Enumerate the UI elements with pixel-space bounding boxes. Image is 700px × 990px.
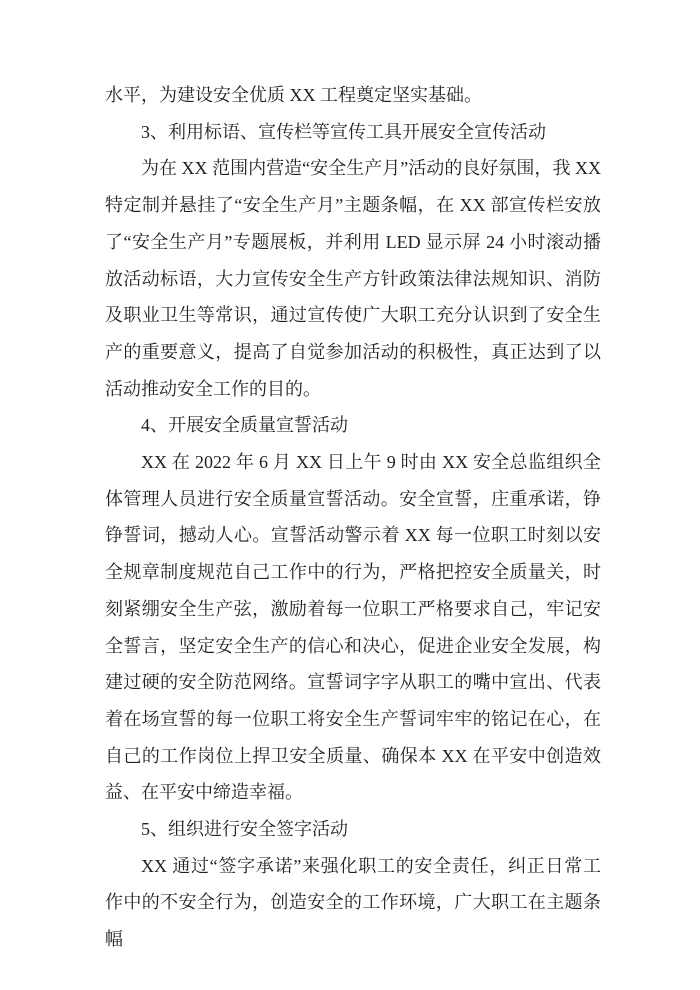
section-heading-4: 4、开展安全质量宣誓活动 <box>141 415 348 436</box>
document-body <box>105 77 601 958</box>
paragraph-section-3: 为在 XX 范围内营造“安全生产月”活动的良好氛围，我 XX 特定制并悬挂了“安全生产月”主题条幅，在 XX 部宣传栏安放了“安全生产月”专题展板，并利用 LED 显示屏 24 小时滚动播放活动标语，大力宣传安全生产方针政策法律法规知识、消防及职业卫生等常识，通过宣传使广大职工充分认识到了安全生产的重要意义，提高了自觉参加活动的积极性，真正达到了以活动推动安全工作的目的。 <box>105 158 601 399</box>
paragraph-continuation: 水平，为建设安全优质 XX 工程奠定坚实基础。 <box>105 85 482 105</box>
section-heading-5: 5、组织进行安全签字活动 <box>141 819 348 840</box>
paragraph-section-4: XX 在 2022 年 6 月 XX 日上午 9 时由 XX 安全总监组织全体管理人员进行安全质量宣誓活动。安全宣誓，庄重承诺，铮铮誓词，撼动人心。宣誓活动警示着 XX 每一位职工时刻以安全规章制度规范自己工作中的行为，严格把控安全质量关，时刻紧绷安全生产弦，激励着每一位职工严格要求自己，牢记安全誓言，坚定安全生产的信心和决心，促进企业安全发展，构建过硬的安全防范网络。宣誓词字字从职工的嘴中宣出、代表着在场宣誓的每一位职工将安全生产誓词牢牢的铭记在心，在自己的工作岗位上捍卫安全质量、确保本 XX 在平安中创造效益、在平安中缔造幸福。 <box>105 452 601 803</box>
section-heading-3: 3、利用标语、宣传栏等宣传工具开展安全宣传活动 <box>141 121 546 142</box>
paragraph-section-5: XX 通过“签字承诺”来强化职工的安全责任，纠正日常工作中的不安全行为，创造安全的工作环境，广大职工在主题条幅 <box>105 855 601 950</box>
